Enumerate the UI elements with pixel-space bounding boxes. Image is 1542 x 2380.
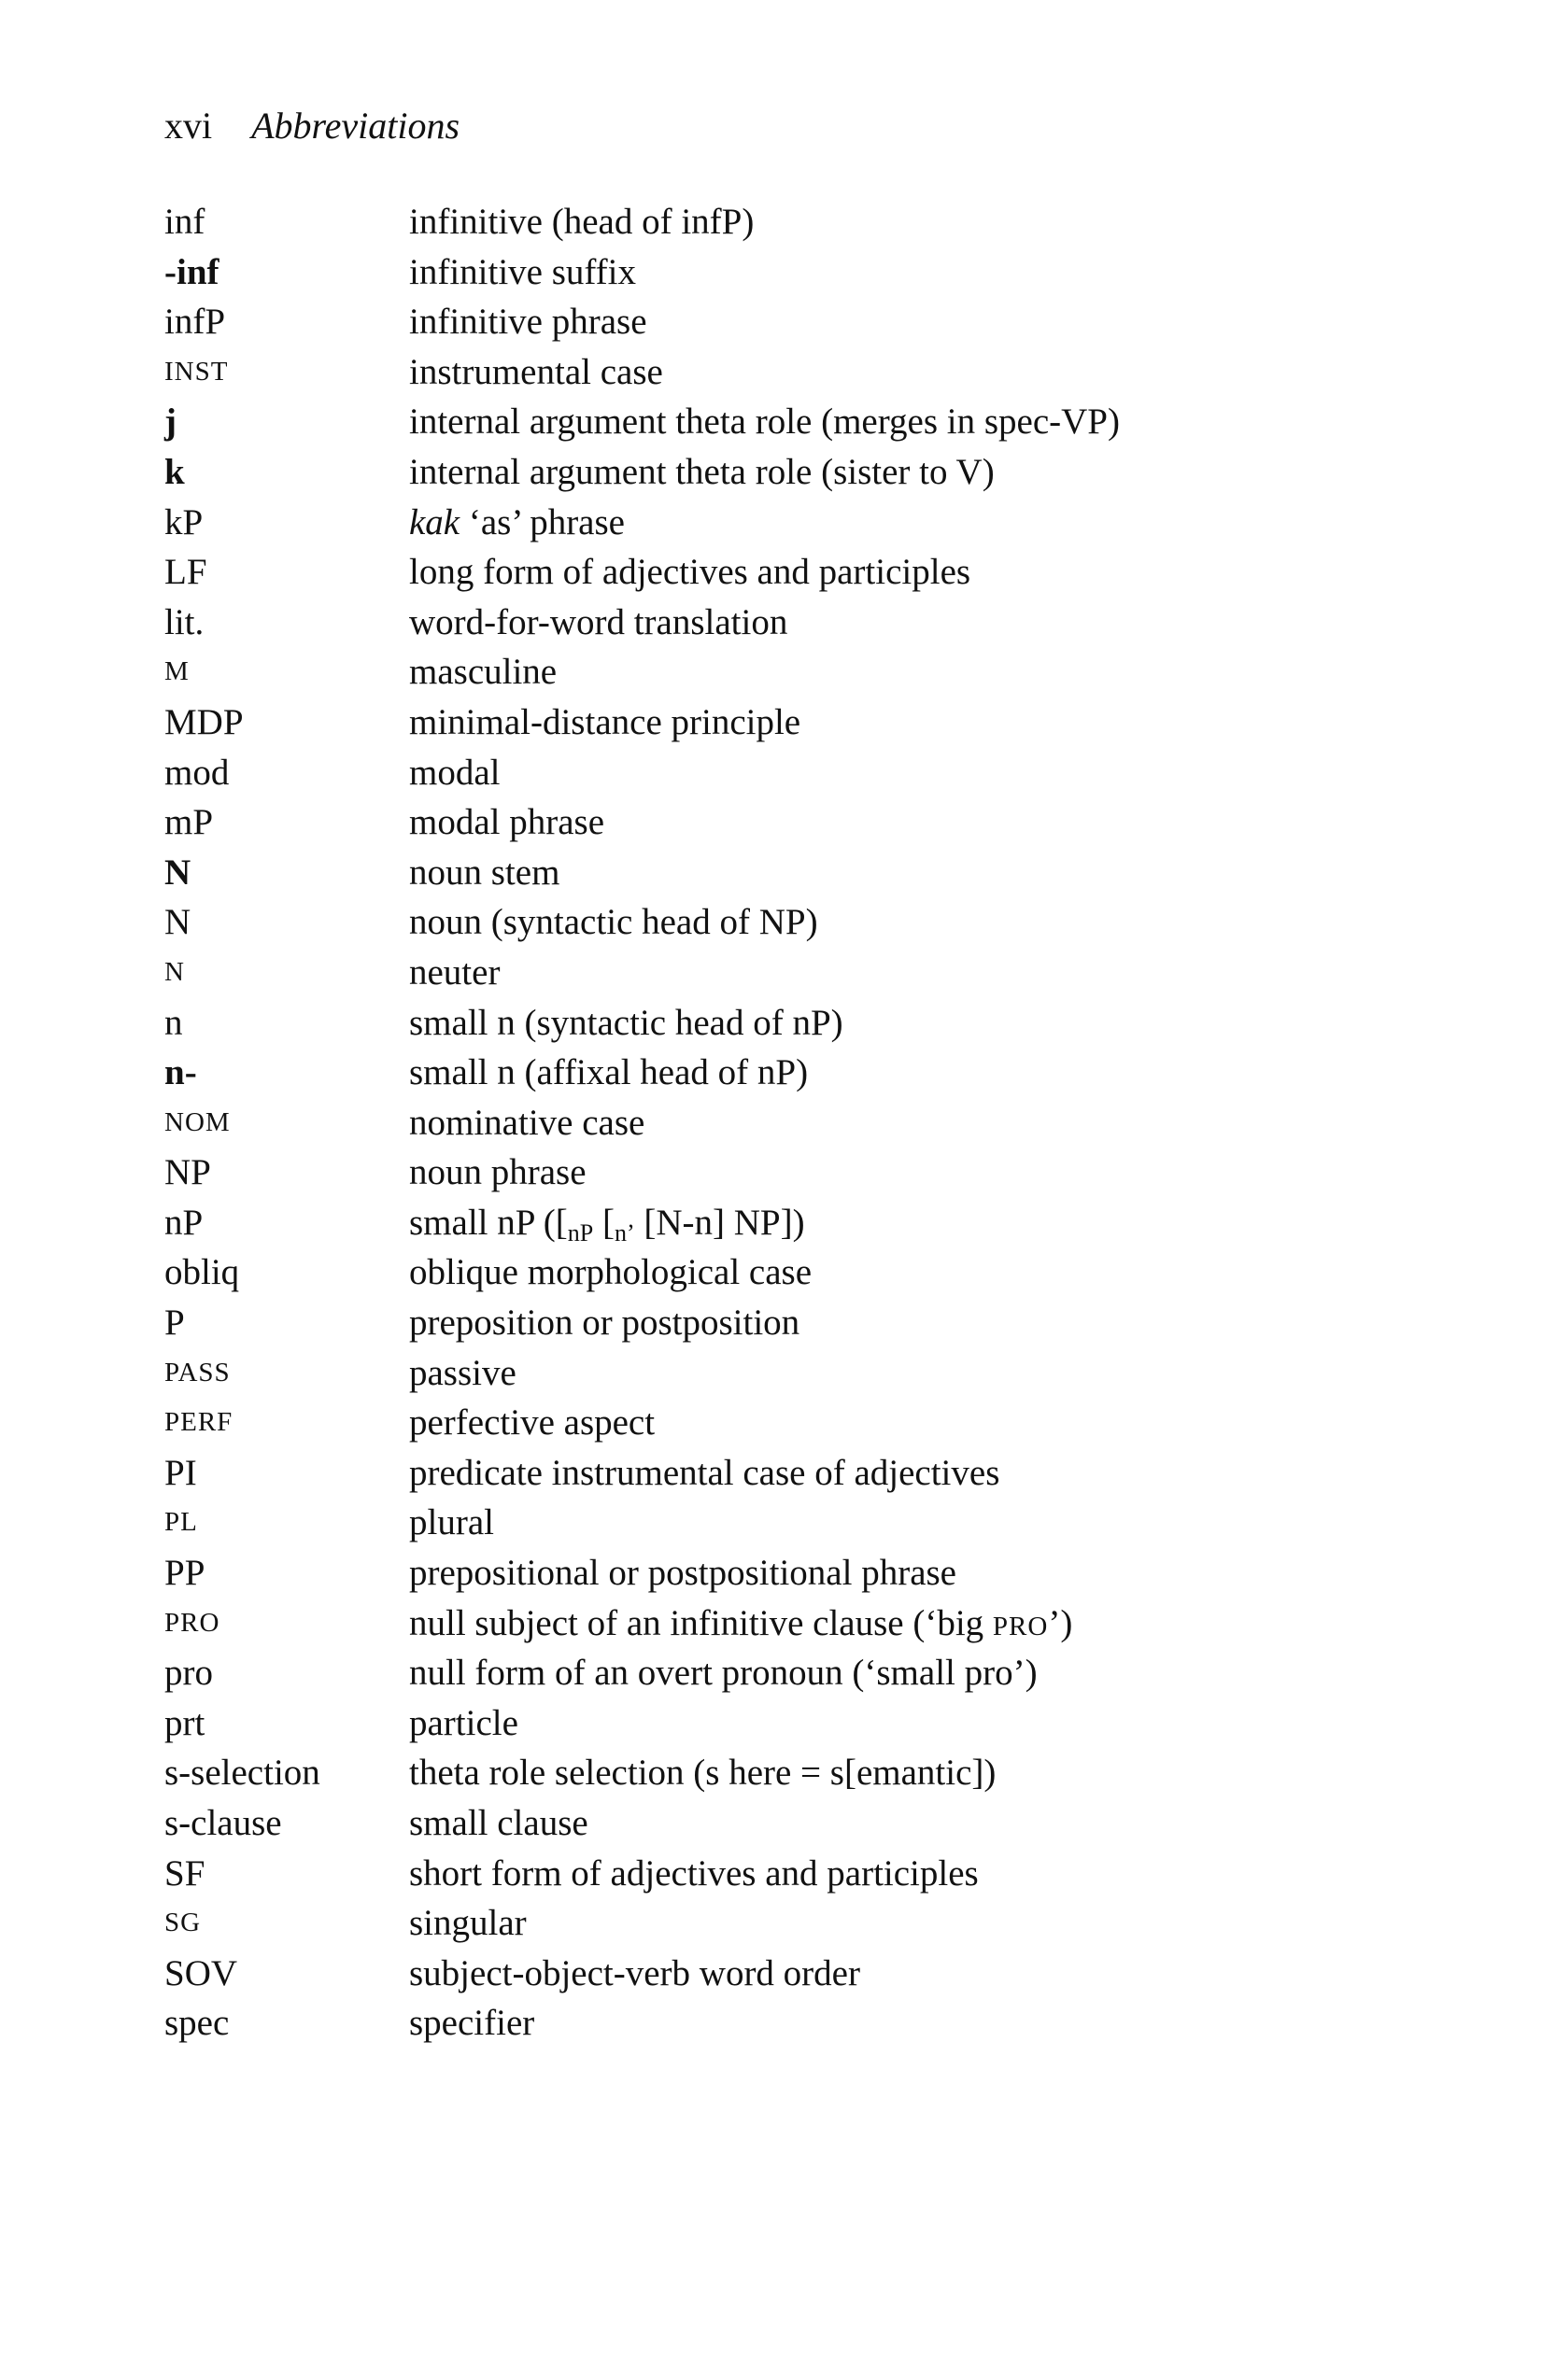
abbreviation-term: k: [164, 451, 185, 492]
list-item: [164, 1247, 1379, 1298]
list-item: [164, 1648, 1379, 1698]
list-item: [164, 1448, 1379, 1499]
definition-text: small nP ([: [409, 1202, 568, 1243]
definition-text: null subject of an infinitive clause (‘big: [409, 1602, 993, 1643]
abbreviation-term: PERF: [164, 1407, 233, 1438]
abbreviation-definition: prepositional or postpositional phrase: [409, 1553, 956, 1594]
list-item: [164, 397, 1379, 447]
definition-italic-word: kak: [409, 501, 460, 542]
list-item: [164, 1548, 1379, 1598]
list-item: [164, 1198, 1379, 1248]
abbreviation-term: INST: [164, 356, 229, 387]
abbreviation-definition: [409, 1198, 805, 1252]
abbreviation-definition: [409, 498, 625, 548]
abbreviation-definition: theta role selection (s here = s[emantic]): [409, 1753, 997, 1794]
abbreviation-definition: passive: [409, 1352, 516, 1393]
abbreviation-term: infP: [164, 302, 226, 343]
abbreviation-term: PI: [164, 1452, 197, 1493]
abbreviation-term: PP: [164, 1553, 205, 1594]
list-item: [164, 998, 1379, 1049]
abbreviation-term: n: [164, 1002, 183, 1043]
list-item: [164, 1798, 1379, 1849]
abbreviation-definition: infinitive suffix: [409, 251, 637, 292]
abbreviation-definition: small clause: [409, 1803, 588, 1843]
abbreviation-term: prt: [164, 1702, 205, 1743]
list-item: [164, 1398, 1379, 1448]
abbreviation-term: pro: [164, 1653, 213, 1694]
abbreviation-definition: noun stem: [409, 852, 560, 893]
abbreviation-definition: word-for-word translation: [409, 601, 788, 642]
abbreviation-definition: internal argument theta role (sister to V): [409, 451, 995, 492]
abbreviation-definition: modal phrase: [409, 802, 605, 843]
abbreviation-definition: infinitive phrase: [409, 302, 647, 343]
running-title: Abbreviations: [251, 105, 460, 147]
list-item: [164, 1949, 1379, 1999]
abbreviation-definition: oblique morphological case: [409, 1252, 813, 1293]
abbreviation-definition: specifier: [409, 2003, 535, 2044]
list-item: [164, 598, 1379, 648]
abbreviation-term: mod: [164, 752, 230, 793]
list-item: [164, 1148, 1379, 1198]
abbreviation-definition: neuter: [409, 951, 501, 993]
abbreviation-definition: instrumental case: [409, 351, 663, 392]
list-item: [164, 247, 1379, 298]
abbreviation-term: LF: [164, 552, 207, 593]
abbreviation-term: N: [164, 902, 191, 943]
list-item: [164, 197, 1379, 247]
running-header: [164, 98, 460, 154]
list-item: [164, 848, 1379, 898]
abbreviation-term: P: [164, 1303, 185, 1344]
abbreviation-term: spec: [164, 2003, 230, 2044]
abbreviation-term: M: [164, 656, 190, 687]
abbreviation-definition: noun (syntactic head of NP): [409, 902, 818, 943]
abbreviation-term: inf: [164, 202, 205, 242]
definition-text: ‘as’ phrase: [460, 501, 625, 542]
abbreviation-definition: internal argument theta role (merges in spec-VP): [409, 401, 1120, 443]
page-number: xvi: [164, 105, 213, 147]
abbreviation-term: NOM: [164, 1106, 231, 1137]
definition-text: ’): [1048, 1602, 1073, 1643]
list-item: [164, 647, 1379, 697]
list-item: [164, 1348, 1379, 1399]
list-item: [164, 347, 1379, 398]
abbreviation-term: MDP: [164, 701, 244, 742]
abbreviation-definition: singular: [409, 1903, 527, 1944]
list-item: [164, 748, 1379, 798]
abbreviation-term: j: [164, 401, 177, 443]
list-item: [164, 1598, 1379, 1649]
abbreviation-definition: short form of adjectives and participles: [409, 1852, 979, 1894]
abbreviation-list: [164, 197, 1379, 2049]
abbreviation-term: lit.: [164, 601, 205, 642]
list-item: [164, 1998, 1379, 2049]
abbreviation-definition: preposition or postposition: [409, 1303, 800, 1344]
abbreviation-term: SOV: [164, 1952, 238, 1993]
list-item: [164, 948, 1379, 998]
abbreviation-term: PASS: [164, 1357, 231, 1387]
abbreviation-term: SG: [164, 1908, 202, 1938]
abbreviation-definition: long form of adjectives and participles: [409, 552, 971, 593]
abbreviation-definition: perfective aspect: [409, 1402, 656, 1443]
list-item: [164, 1498, 1379, 1548]
abbreviation-definition: nominative case: [409, 1102, 645, 1143]
list-item: [164, 297, 1379, 347]
definition-text: [N-n] NP]): [634, 1202, 805, 1243]
list-item: [164, 1048, 1379, 1098]
list-item: [164, 797, 1379, 848]
abbreviation-term: N: [164, 956, 185, 987]
list-item: [164, 1298, 1379, 1348]
definition-subscript: n’: [614, 1218, 635, 1246]
abbreviation-definition: predicate instrumental case of adjectives: [409, 1452, 1000, 1493]
definition-subscript: nP: [567, 1218, 594, 1246]
list-item: [164, 447, 1379, 498]
abbreviation-term: n-: [164, 1052, 197, 1093]
abbreviation-definition: [409, 1598, 1072, 1653]
abbreviation-term: s-selection: [164, 1753, 320, 1794]
abbreviation-definition: particle: [409, 1702, 518, 1743]
abbreviation-term: nP: [164, 1202, 204, 1243]
abbreviation-definition: modal: [409, 752, 501, 793]
abbreviation-term: kP: [164, 501, 204, 542]
abbreviation-definition: small n (affixal head of nP): [409, 1052, 809, 1093]
list-item: [164, 1748, 1379, 1798]
definition-small-caps: PRO: [992, 1611, 1049, 1641]
abbreviation-definition: minimal-distance principle: [409, 701, 801, 742]
abbreviation-definition: subject-object-verb word order: [409, 1952, 860, 1993]
abbreviation-term: N: [164, 852, 191, 893]
abbreviation-definition: plural: [409, 1502, 494, 1543]
list-item: [164, 897, 1379, 948]
abbreviation-term: PRO: [164, 1607, 220, 1638]
abbreviation-definition: infinitive (head of infP): [409, 202, 755, 242]
list-item: [164, 498, 1379, 548]
list-item: [164, 1898, 1379, 1949]
abbreviation-definition: masculine: [409, 652, 558, 693]
list-item: [164, 1698, 1379, 1749]
abbreviation-term: -inf: [164, 251, 219, 292]
definition-text: [: [593, 1202, 615, 1243]
abbreviation-term: mP: [164, 802, 214, 843]
list-item: [164, 1098, 1379, 1148]
abbreviation-definition: small n (syntactic head of nP): [409, 1002, 843, 1043]
abbreviation-term: SF: [164, 1852, 205, 1894]
list-item: [164, 1849, 1379, 1899]
abbreviation-term: NP: [164, 1152, 211, 1193]
abbreviation-term: obliq: [164, 1252, 240, 1293]
abbreviation-term: PL: [164, 1507, 198, 1538]
abbreviation-term: s-clause: [164, 1803, 282, 1843]
list-item: [164, 547, 1379, 598]
abbreviation-definition: null form of an overt pronoun (‘small pro’): [409, 1653, 1038, 1694]
abbreviation-definition: noun phrase: [409, 1152, 587, 1193]
list-item: [164, 697, 1379, 748]
